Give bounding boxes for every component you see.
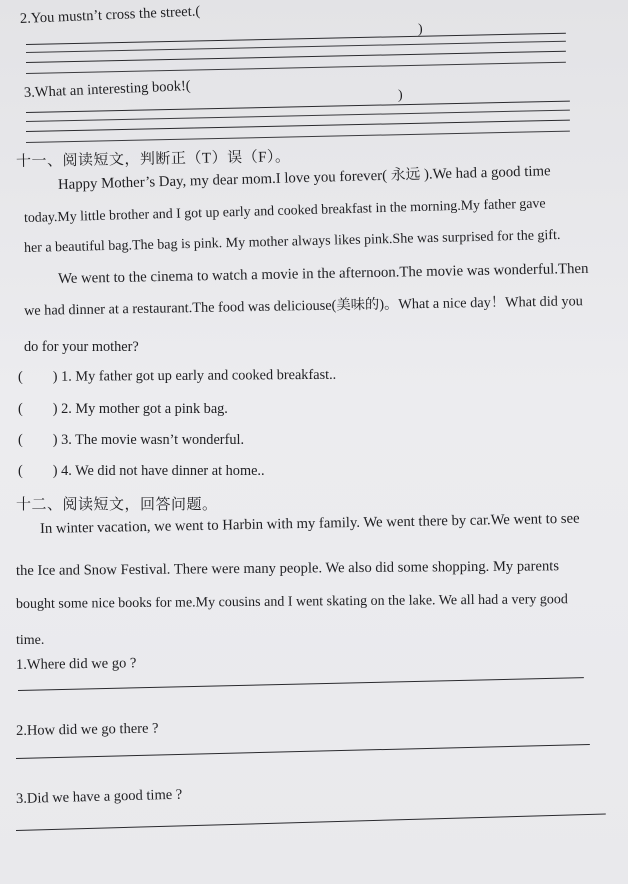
answer-question-2: 2.How did we go there ? [15, 720, 159, 739]
passage-1-line: Happy Mother’s Day, my dear mom.I love you forever( 永远 ).We had a good time [57, 163, 551, 193]
question-2-close-paren: ) [418, 22, 423, 37]
tf-item-4 [18, 462, 265, 480]
passage-3-line: time. [16, 633, 45, 648]
passage-3-line: In winter vacation, we went to Harbin with my family. We went there by car.We went to see [39, 510, 580, 537]
passage-1-line: her a beautiful bag.The bag is pink. My mother always likes pink.She was surprised for the gift. [23, 227, 561, 256]
passage-2-line: we had dinner at a restaurant.The food was deliciouse(美味的)。What a nice day！What did you [23, 293, 584, 319]
question-3: 3.What an interesting book!( [23, 78, 191, 101]
answer-line [26, 62, 566, 74]
question-3-close-paren: ) [398, 88, 403, 103]
passage-2-line: do for your mother? [24, 339, 139, 355]
passage-3-line: bought some nice books for me.My cousins and I went skating on the lake. We all had a very good [15, 592, 568, 612]
answer-question-1: 1.Where did we go ? [15, 655, 137, 673]
tf-item-open-paren: ( [18, 463, 23, 479]
tf-item-close-paren: ) [52, 368, 58, 385]
tf-item-text: 4. We did not have dinner at home.. [61, 463, 265, 479]
answer-line [26, 120, 570, 132]
passage-2-line: We went to the cinema to watch a movie in the afternoon.The movie was wonderful.Then [57, 260, 589, 287]
section-11-heading: 十一、阅读短文，判断正（T）误（F）。 [15, 149, 291, 170]
tf-item-close-paren: ) [52, 463, 58, 479]
answer-line [26, 110, 570, 122]
answer-line [16, 814, 606, 831]
answer-line [26, 51, 566, 63]
answer-question-3: 3.Did we have a good time ? [15, 786, 183, 807]
passage-3-line: the Ice and Snow Festival. There were many people. We also did some shopping. My parents [15, 558, 560, 579]
answer-line [16, 744, 590, 759]
answer-line [26, 131, 570, 143]
tf-item-2 [18, 400, 228, 418]
answer-line [18, 677, 584, 691]
tf-item-text: 1. My father got up early and cooked breakfast.. [61, 366, 337, 385]
tf-item-text: 3. The movie wasn’t wonderful. [61, 432, 245, 448]
tf-item-open-paren: ( [18, 401, 23, 417]
tf-item-1 [18, 366, 336, 386]
tf-item-3 [18, 431, 244, 449]
tf-item-open-paren: ( [17, 368, 23, 385]
tf-item-close-paren: ) [52, 432, 58, 448]
section-12-heading: 十二、阅读短文，回答问题。 [16, 497, 218, 513]
tf-item-open-paren: ( [18, 432, 23, 448]
question-2: 2.You mustn’t cross the street.( [19, 3, 201, 27]
tf-item-close-paren: ) [52, 401, 58, 417]
tf-item-text: 2. My mother got a pink bag. [61, 401, 228, 417]
passage-1-line: today.My little brother and I got up early and cooked breakfast in the morning.My father gave [23, 196, 546, 226]
